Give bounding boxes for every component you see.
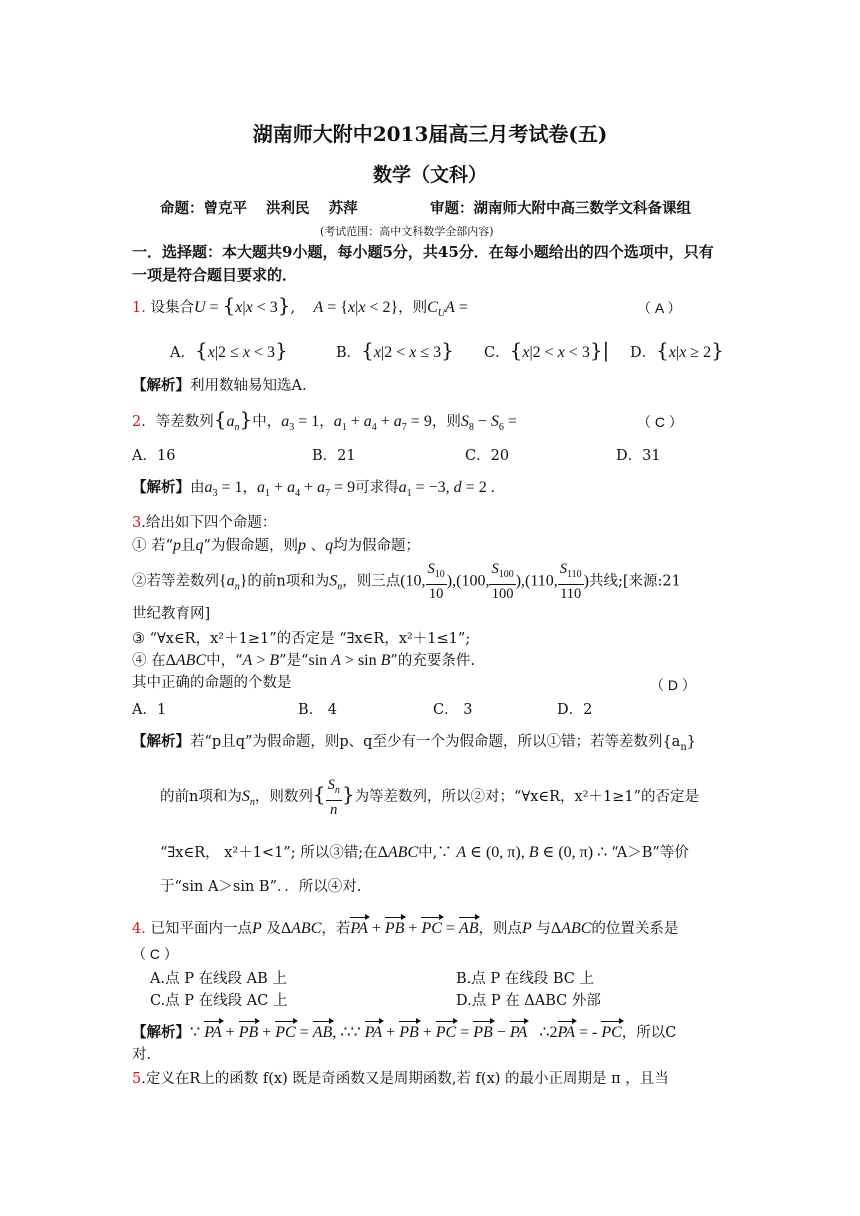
analysis-3-line4: 于“sin A＞sin B”．．所以④对. xyxy=(160,879,362,895)
option-c: C． 3 xyxy=(433,702,473,718)
option-b: B．{x|2 < x ≤ 3} xyxy=(336,338,454,362)
proposition-4: ④ 在ΔABC中，“A > B”是“sin A > sin B”的充要条件. xyxy=(132,652,475,669)
authors: 命题：曾克平 洪利民 苏萍 xyxy=(160,200,358,217)
analysis-3-line3: “∃x∈R， x²＋1<1”; 所以③错;在ΔABC中,∵ A ∈ (0, π), B ∈ (0, π) ∴ “A＞B”等价 xyxy=(160,844,689,861)
option-b: B.点 P 在线段 BC 上 xyxy=(456,971,594,987)
option-c: C．20 xyxy=(465,448,510,464)
question-number: 4. xyxy=(132,921,146,937)
option-c: C.点 P 在线段 AC 上 xyxy=(150,993,288,1009)
analysis-1: 【解析】利用数轴易知选A. xyxy=(132,377,307,394)
option-b: B． 4 xyxy=(298,702,337,718)
option-a: A.点 P 在线段 AB 上 xyxy=(150,971,287,987)
option-d: D.点 P 在 ΔABC 外部 xyxy=(456,993,601,1009)
analysis-3-line2: 的前n项和为$S_n$，则数列{ $\frac{S_n}{n}$ }为等差数列，所以②对；“∀x∈R，x²＋1≥1”的否定是 xyxy=(160,776,700,818)
proposition-1: ① 若“p且q”为假命题，则p 、q均为假命题； xyxy=(132,537,421,554)
option-d: D．2 xyxy=(557,702,593,718)
section-heading-cont: 一项是符合题目要求的． xyxy=(132,266,298,284)
option-a: A．16 xyxy=(132,448,176,464)
page-subtitle: 数学（文科） xyxy=(372,164,487,186)
option-d: D．{x|x ≥ 2} xyxy=(630,338,724,362)
question-4: 4. 已知平面内一点P 及ΔABC，若PA + PB + PC = AB，则点P 与ΔABC的位置关系是 xyxy=(132,916,678,938)
question-text: 设集合 xyxy=(150,300,194,316)
section-heading: 一．选择题：本大题共9小题，每小题5分，共45分．在每小题给出的四个选项中，只有 xyxy=(132,243,714,261)
analysis-4-cont: 对. xyxy=(132,1047,152,1063)
answer-label: （ C ） xyxy=(637,414,683,430)
question-2: 2．等差数列$\{a_n\}$中，$a_3 = 1$，$a_1 + a_4 + a_7 = 9$，则$S_8 - S_6$ = xyxy=(132,407,517,433)
page-title: 湖南师大附中2013届高三月考试卷(五) xyxy=(252,122,608,146)
exam-scope: (考试范围：高中文科数学全部内容) xyxy=(320,225,494,238)
option-a: A．{x|2 ≤ x < 3} xyxy=(170,338,288,362)
proposition-3: ③ “∀x∈R，x²＋1≥1”的否定是 “∃x∈R，x²＋1≤1”; xyxy=(132,631,471,647)
question-5: 5.定义在R上的函数 f(x) 既是奇函数又是周期函数,若 f(x) 的最小正周期是 π ，且当 xyxy=(132,1071,669,1087)
option-d: D．31 xyxy=(616,448,661,464)
answer-label: （ C ） xyxy=(132,946,178,962)
question-text-cont: ，则 xyxy=(398,300,428,316)
question-number: 3 xyxy=(132,515,142,531)
answer-label: （ A ） xyxy=(637,300,682,316)
question-1: 1. 设集合U = {x|x < 3}, A = {x|x < 2}，则$C_UA$ = xyxy=(132,293,468,319)
analysis-4: 【解析】∵ PA + PB + PC = AB, ∴∵ PA + PB + PC = PB − PA ∴2PA = - PC，所以C xyxy=(132,1020,676,1042)
question-3: 3.给出如下四个命题： xyxy=(132,515,277,531)
answer-label: （ D ） xyxy=(650,677,696,693)
option-b: B．21 xyxy=(312,448,356,464)
proposition-2: ②若等差数列$\{a_n\}$的前n项和为$S_n$，则三点(10, $\frac{S_{10}}{10}$ ),(100, $\frac{S_{100}}{100}$ ),(110, $\frac{S_{110}}{110}$ )共线;[来源:21 xyxy=(132,561,681,602)
analysis-3: 【解析】若“p且q”为假命题，则p、q至少有一个为假命题，所以①错；若等差数列$\{a_n\}$ xyxy=(132,733,697,753)
question-number: 2 xyxy=(132,414,142,430)
option-c: C．{x|2 < x < 3}| xyxy=(484,338,610,362)
proposition-2-cont: 世纪教育网] xyxy=(132,606,211,622)
question-number: 1. xyxy=(132,300,146,316)
question-number: 5 xyxy=(132,1071,142,1087)
reviewers: 审题：湖南师大附中高三数学文科备课组 xyxy=(430,200,691,217)
option-a: A．1 xyxy=(132,702,167,718)
analysis-2: 【解析】由$a_3 = 1$，$a_1 + a_4 + a_7 = 9$可求得$a_1 = -3$, d = 2 . xyxy=(132,479,495,499)
question-ask: 其中正确的命题的个数是 xyxy=(132,675,292,691)
